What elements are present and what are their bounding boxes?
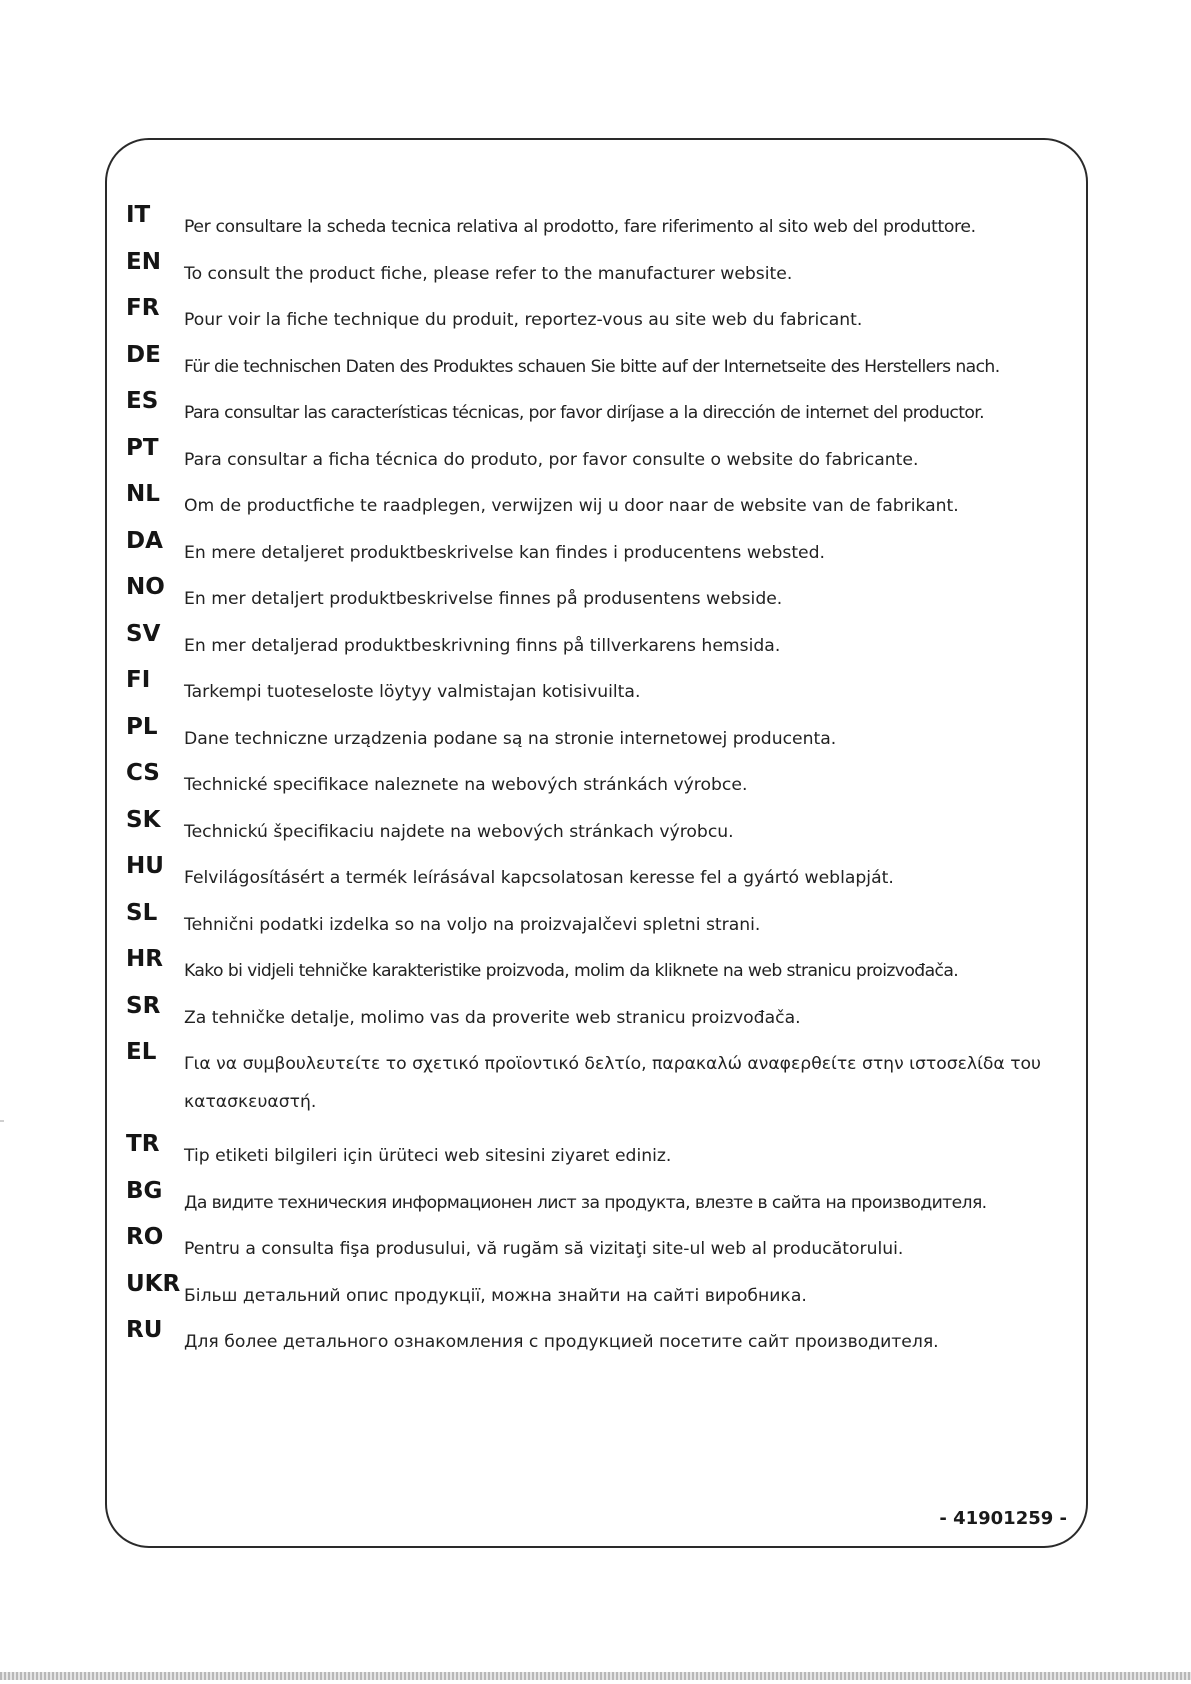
language-row-sl <box>126 898 1086 945</box>
language-code: HR <box>126 946 163 972</box>
language-text: Tehnični podatki izdelka so na voljo na proizvajalčevi spletni strani. <box>184 914 761 935</box>
language-text: Felvilágosításért a termék leírásával kapcsolatosan keresse fel a gyártó weblapját. <box>184 868 894 888</box>
language-text: En mer detaljert produktbeskrivelse finnes på produsentens webside. <box>184 589 783 609</box>
language-code: DE <box>126 341 161 368</box>
language-code: IT <box>126 202 151 228</box>
language-text: Technické specifikace naleznete na webových stránkách výrobce. <box>184 775 748 795</box>
language-text: Tip etiketi bilgileri için ürüteci web sitesini ziyaret ediniz. <box>184 1146 672 1166</box>
language-row-pt <box>126 433 1086 480</box>
language-code: SV <box>126 620 161 647</box>
language-list <box>126 200 1086 1362</box>
language-code: SR <box>126 992 161 1019</box>
language-code: RO <box>126 1224 164 1250</box>
language-row-da <box>126 526 1086 573</box>
language-text: Більш детальний опис продукції, можна знайти на сайті виробника. <box>184 1285 807 1306</box>
language-row-ru <box>126 1315 1086 1362</box>
language-code: EN <box>126 248 161 275</box>
language-row-en <box>126 247 1086 294</box>
language-row-fr <box>126 293 1086 340</box>
language-text: Да видите техническия информационен лист за продукта, влезте в сайта на производителя. <box>184 1192 987 1213</box>
language-code: FR <box>126 295 160 321</box>
language-code: RU <box>126 1317 163 1343</box>
language-text: Za tehničke detalje, molimo vas da proverite web stranicu proizvođača. <box>184 1007 801 1028</box>
language-row-fi <box>126 665 1086 712</box>
language-text: Για να συμβουλευτείτε το σχετικό προϊοντικό δελτίο, παρακαλώ αναφερθείτε στην ιστοσελίδα του κατασκευαστή. <box>184 1054 1041 1112</box>
language-code: FI <box>126 667 151 693</box>
language-row-el <box>126 1037 1086 1129</box>
language-text: Om de productfiche te raadplegen, verwijzen wij u door naar de website van de fabrikant. <box>184 496 959 516</box>
language-text: Para consultar las características técnicas, por favor diríjase a la dirección de internet del productor. <box>184 403 985 423</box>
language-row-de <box>126 340 1086 387</box>
language-text: Pentru a consulta fişa produsului, vă rugăm să vizitaţi site-ul web al producătorului. <box>184 1239 904 1259</box>
scan-edge-strip <box>0 1672 1191 1680</box>
language-code: BG <box>126 1177 163 1204</box>
language-row-sv <box>126 619 1086 666</box>
language-code: SK <box>126 806 161 833</box>
language-code: TR <box>126 1131 160 1157</box>
language-code: EL <box>126 1039 157 1065</box>
language-code: UKR <box>126 1270 181 1297</box>
language-row-nl <box>126 479 1086 526</box>
language-text: Dane techniczne urządzenia podane są na stronie internetowej producenta. <box>184 728 837 749</box>
language-row-sr <box>126 991 1086 1038</box>
document-number: - 41901259 - <box>939 1508 1067 1529</box>
language-row-bg <box>126 1176 1086 1223</box>
language-code: SL <box>126 899 158 926</box>
language-code: DA <box>126 527 163 554</box>
language-row-sk <box>126 805 1086 852</box>
language-code: ES <box>126 388 159 414</box>
language-code: NO <box>126 574 165 600</box>
language-text: Per consultare la scheda tecnica relativa al prodotto, fare riferimento al sito web del produttore. <box>184 217 976 237</box>
language-code: PL <box>126 713 158 740</box>
language-code: HU <box>126 853 164 879</box>
language-row-tr <box>126 1129 1086 1176</box>
language-code: PT <box>126 434 159 461</box>
language-text: Pour voir la fiche technique du produit, reportez-vous au site web du fabricant. <box>184 310 863 330</box>
language-text: Technickú špecifikaciu najdete na webových stránkach výrobcu. <box>184 821 734 842</box>
language-text: Para consultar a ficha técnica do produto, por favor consulte o website do fabricante. <box>184 449 919 470</box>
language-text: En mer detaljerad produktbeskrivning finns på tillverkarens hemsida. <box>184 635 781 656</box>
language-text: Für die technischen Daten des Produktes schauen Sie bitte auf der Internetseite des Herstellers nach. <box>184 356 1000 377</box>
language-row-ukr <box>126 1269 1086 1316</box>
language-text: Для более детального ознакомления с продукцией посетите сайт производителя. <box>184 1332 939 1352</box>
language-row-cs <box>126 758 1086 805</box>
language-row-ro <box>126 1222 1086 1269</box>
language-text: To consult the product fiche, please refer to the manufacturer website. <box>184 263 793 284</box>
language-text: En mere detaljeret produktbeskrivelse kan findes i producentens websted. <box>184 542 826 563</box>
language-row-hr <box>126 944 1086 991</box>
language-row-it <box>126 200 1086 247</box>
scan-artifact-mark <box>0 1120 4 1122</box>
language-text: Kako bi vidjeli tehničke karakteristike proizvoda, molim da kliknete na web stranicu proizvođača. <box>184 961 959 981</box>
language-row-pl <box>126 712 1086 759</box>
language-row-es <box>126 386 1086 433</box>
language-row-no <box>126 572 1086 619</box>
language-code: CS <box>126 760 160 786</box>
language-code: NL <box>126 481 160 507</box>
language-row-hu <box>126 851 1086 898</box>
language-text: Tarkempi tuoteseloste löytyy valmistajan kotisivuilta. <box>184 682 641 702</box>
